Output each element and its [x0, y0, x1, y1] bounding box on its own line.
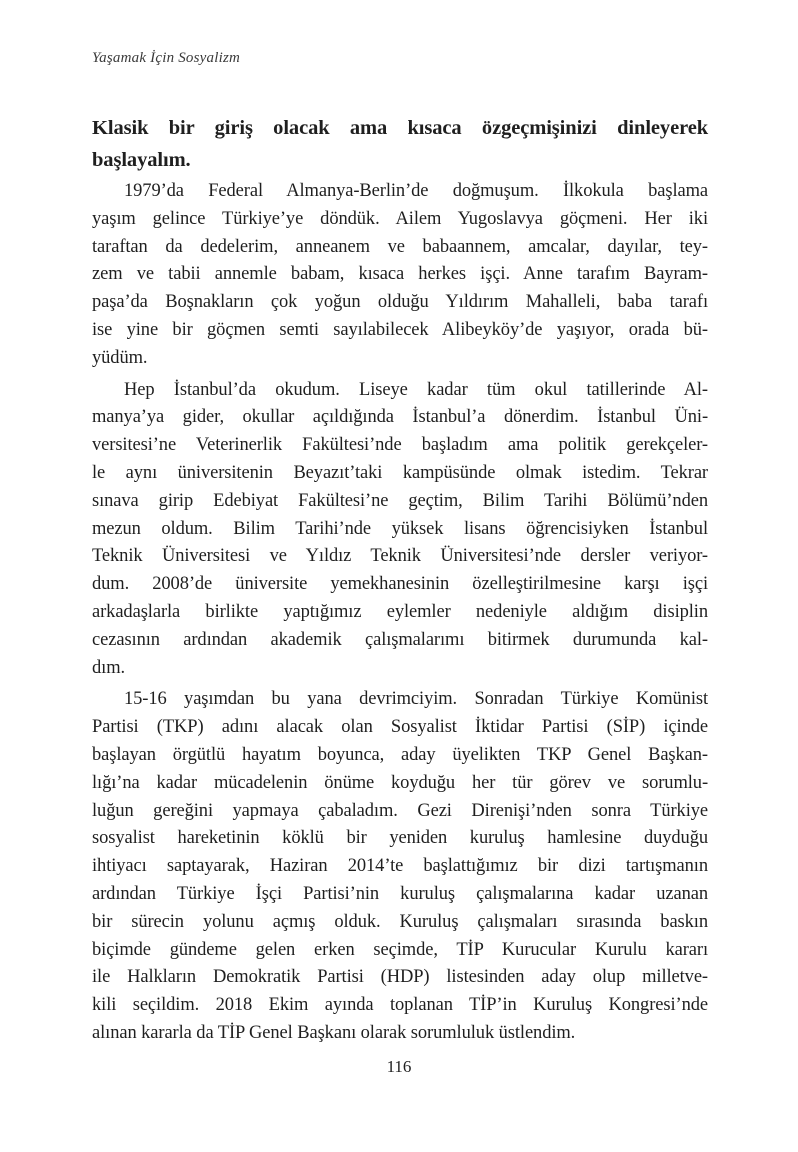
text-line: kili seçildim. 2018 Ekim ayında toplanan TİP’in Kuruluş Kongresi’nde: [92, 995, 708, 1016]
text-line: başlayan örgütlü hayatım boyunca, aday üyelikten TKP Genel Başkan-: [92, 744, 708, 765]
text-line: 1979’da Federal Almanya-Berlin’de doğmuşum. İlkokula başlama: [124, 181, 708, 201]
text-line: cezasının ardından akademik çalışmalarımı bitirmek durumunda kal-: [92, 629, 708, 650]
text-line: ile Halkların Demokratik Partisi (HDP) listesinden aday olup milletve-: [92, 967, 708, 988]
text-line: dum. 2008’de üniversite yemekhanesinin özelleştirilmesine karşı işçi: [92, 574, 708, 595]
text-line: le aynı üniversitenin Beyazıt’taki kampüsünde olmak istedim. Tekrar: [92, 462, 708, 483]
paragraph-education: [92, 377, 708, 683]
text-line: Teknik Üniversitesi ve Yıldız Teknik Üniversitesi’nde dersler veriyor-: [92, 546, 708, 567]
page-content: [92, 112, 708, 1048]
text-line: biçimde gündeme gelen erken seçimde, TİP Kurucular Kurulu kararı: [92, 939, 708, 960]
text-line: lığı’na kadar mücadelenin önüme koyduğu her tür görev ve sorumlu-: [92, 772, 708, 793]
text-line: ardından Türkiye İşçi Partisi’nin kuruluş çalışmalarına kadar uzanan: [92, 883, 708, 904]
text-line: Klasik bir giriş olacak ama kısaca özgeçmişinizi dinleyerek: [92, 117, 708, 139]
text-line: ihtiyacı saptayarak, Haziran 2014’te başlattığımız bir dizi tartışmanın: [92, 856, 708, 877]
text-line: versitesi’ne Veterinerlik Fakültesi’nde başladım ama politik gerekçeler-: [92, 435, 708, 456]
text-line: alınan kararla da TİP Genel Başkanı olarak sorumluluk üstlendim.: [92, 1022, 576, 1043]
page-number: 116: [386, 1057, 412, 1076]
text-line: Hep İstanbul’da okudum. Liseye kadar tüm okul tatillerinde Al-: [124, 379, 708, 400]
interview-question-heading: [92, 112, 708, 176]
text-line: mezun oldum. Bilim Tarihi’nde yüksek lisans öğrencisiyken İstanbul: [92, 518, 708, 539]
text-line: arkadaşlarla birlikte yaptığımız eylemler nedeniyle aldığım disiplin: [92, 601, 708, 622]
text-line: manya’ya gider, okullar açıldığında İstanbul’a dönerdim. İstanbul Üni-: [92, 407, 708, 428]
text-line: başlayalım.: [92, 149, 191, 171]
text-line: Partisi (TKP) adını alacak olan Sosyalist İktidar Partisi (SİP) içinde: [92, 717, 708, 738]
text-line: dım.: [92, 657, 126, 678]
text-line: ise yine bir göçmen semti sayılabilecek Alibeyköy’de yaşıyor, orada bü-: [92, 319, 708, 340]
text-line: luğun gereğini yapmaya çabaladım. Gezi Direnişi’nden sonra Türkiye: [92, 800, 708, 821]
paragraph-biography-childhood: [92, 178, 708, 373]
text-line: zem ve tabii annemle babam, kısaca herkes işçi. Anne tarafım Bayram-: [92, 264, 708, 285]
running-header: Yaşamak İçin Sosyalizm: [92, 50, 241, 66]
text-line: paşa’da Boşnakların çok yoğun olduğu Yıldırım Mahalleli, baba tarafı: [92, 292, 708, 313]
text-line: bir sürecin yolunu açmış olduk. Kuruluş çalışmaları sırasında baskın: [92, 911, 708, 932]
text-line: taraftan da dedelerim, anneanem ve babaannem, amcalar, dayılar, tey-: [92, 236, 708, 257]
text-line: sınava girip Edebiyat Fakültesi’ne geçtim, Bilim Tarihi Bölümü’nden: [92, 490, 708, 511]
text-line: sosyalist hareketinin köklü bir yeniden kuruluş hamlesine duyduğu: [92, 828, 708, 849]
paragraph-political-career: [92, 686, 708, 1047]
text-line: 15-16 yaşımdan bu yana devrimciyim. Sonradan Türkiye Komünist: [124, 689, 708, 710]
text-line: yüdüm.: [92, 347, 148, 368]
text-line: yaşım gelince Türkiye’ye döndük. Ailem Yugoslavya göçmeni. Her iki: [92, 208, 708, 229]
